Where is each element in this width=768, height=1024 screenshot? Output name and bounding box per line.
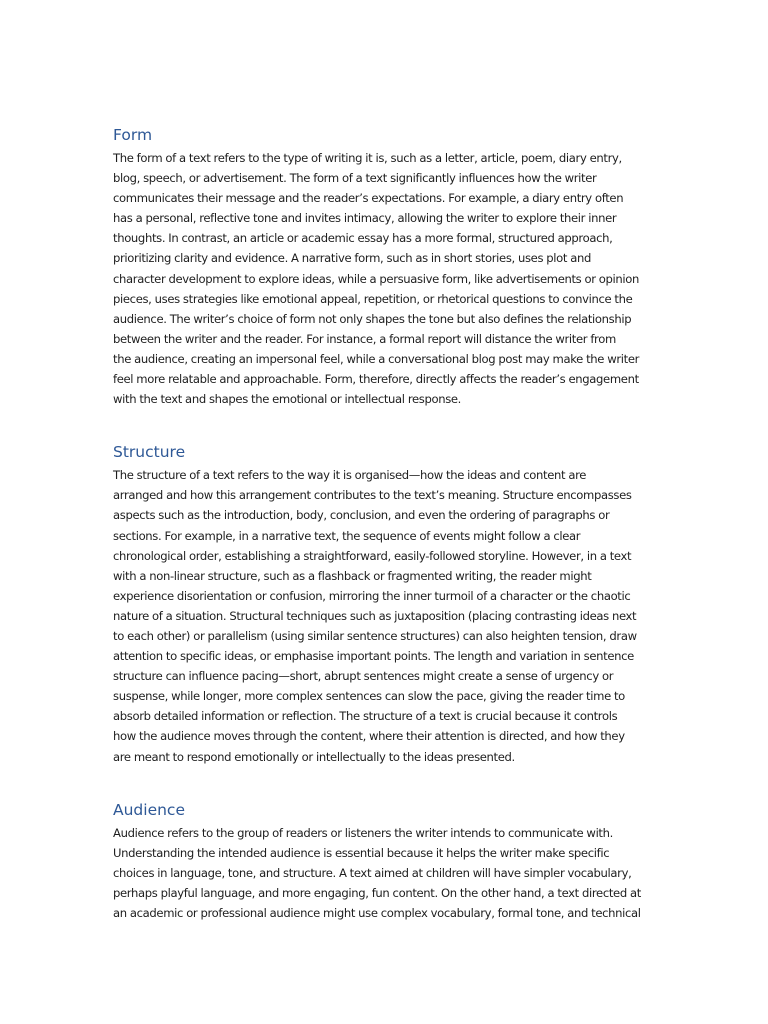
paragraph-line: experience disorientation or confusion, mirroring the inner turmoil of a character or the chaotic — [113, 588, 631, 603]
section-paragraph-form — [113, 148, 658, 409]
paragraph-line: choices in language, tone, and structure. A text aimed at children will have simpler vocabulary, — [113, 865, 632, 880]
paragraph-line: suspense, while longer, more complex sentences can slow the pace, giving the reader time to — [113, 689, 625, 704]
paragraph-line: feel more relatable and approachable. Form, therefore, directly affects the reader’s engagement — [113, 372, 639, 387]
section-paragraph-audience — [113, 823, 658, 923]
paragraph-line: perhaps playful language, and more engaging, fun content. On the other hand, a text directed at — [113, 885, 641, 900]
paragraph-line: how the audience moves through the content, where their attention is directed, and how they — [113, 729, 625, 744]
paragraph-line: an academic or professional audience might use complex vocabulary, formal tone, and technical — [113, 906, 641, 920]
paragraph-line: the audience, creating an impersonal feel, while a conversational blog post may make the writer — [113, 351, 640, 366]
paragraph-line: are meant to respond emotionally or intellectually to the ideas presented. — [113, 749, 515, 764]
paragraph-line: between the writer and the reader. For instance, a formal report will distance the writer from — [113, 331, 616, 346]
paragraph-line: Audience refers to the group of readers or listeners the writer intends to communicate with. — [113, 825, 613, 840]
paragraph-line: structure can influence pacing—short, abrupt sentences might create a sense of urgency or — [113, 669, 614, 684]
section-audience — [113, 797, 658, 923]
section-form — [113, 122, 658, 409]
section-heading-structure: Structure — [113, 443, 186, 462]
paragraph-line: sections. For example, in a narrative text, the sequence of events might follow a clear — [113, 528, 581, 543]
paragraph-line: Understanding the intended audience is essential because it helps the writer make specific — [113, 845, 610, 860]
paragraph-line: pieces, uses strategies like emotional appeal, repetition, or rhetorical questions to convince the — [113, 291, 633, 306]
paragraph-line: with a non-linear structure, such as a flashback or fragmented writing, the reader might — [113, 568, 592, 583]
paragraph-line: thoughts. In contrast, an article or academic essay has a more formal, structured approach, — [113, 231, 613, 246]
paragraph-line: character development to explore ideas, while a persuasive form, like advertisements or opinion — [113, 271, 640, 286]
paragraph-line: prioritizing clarity and evidence. A narrative form, such as in short stories, uses plot and — [113, 251, 591, 266]
document-page — [113, 122, 658, 953]
paragraph-line: The form of a text refers to the type of writing it is, such as a letter, article, poem, diary entry, — [113, 151, 622, 165]
paragraph-line: The structure of a text refers to the way it is organised—how the ideas and content are — [113, 468, 587, 483]
paragraph-line: blog, speech, or advertisement. The form of a text significantly influences how the writer — [113, 171, 597, 186]
section-paragraph-structure — [113, 465, 658, 766]
section-heading-audience: Audience — [113, 800, 185, 819]
section-structure — [113, 439, 658, 766]
section-heading-form: Form — [113, 126, 153, 144]
paragraph-line: aspects such as the introduction, body, conclusion, and even the ordering of paragraphs or — [113, 508, 610, 523]
paragraph-line: attention to specific ideas, or emphasise important points. The length and variation in sentence — [113, 649, 634, 664]
paragraph-line: with the text and shapes the emotional or intellectual response. — [113, 392, 462, 407]
paragraph-line: to each other) or parallelism (using similar sentence structures) can also heighten tension, draw — [113, 628, 637, 643]
paragraph-line: arranged and how this arrangement contributes to the text’s meaning. Structure encompasses — [113, 488, 632, 503]
paragraph-line: absorb detailed information or reflection. The structure of a text is crucial because it controls — [113, 709, 618, 724]
paragraph-line: has a personal, reflective tone and invites intimacy, allowing the writer to explore their inner — [113, 211, 617, 226]
paragraph-line: chronological order, establishing a straightforward, easily-followed storyline. However, in a text — [113, 548, 632, 563]
paragraph-line: communicates their message and the reader’s expectations. For example, a diary entry often — [113, 191, 624, 206]
paragraph-line: audience. The writer’s choice of form not only shapes the tone but also defines the relationship — [113, 311, 632, 326]
paragraph-line: nature of a situation. Structural techniques such as juxtaposition (placing contrasting ideas next — [113, 608, 637, 623]
